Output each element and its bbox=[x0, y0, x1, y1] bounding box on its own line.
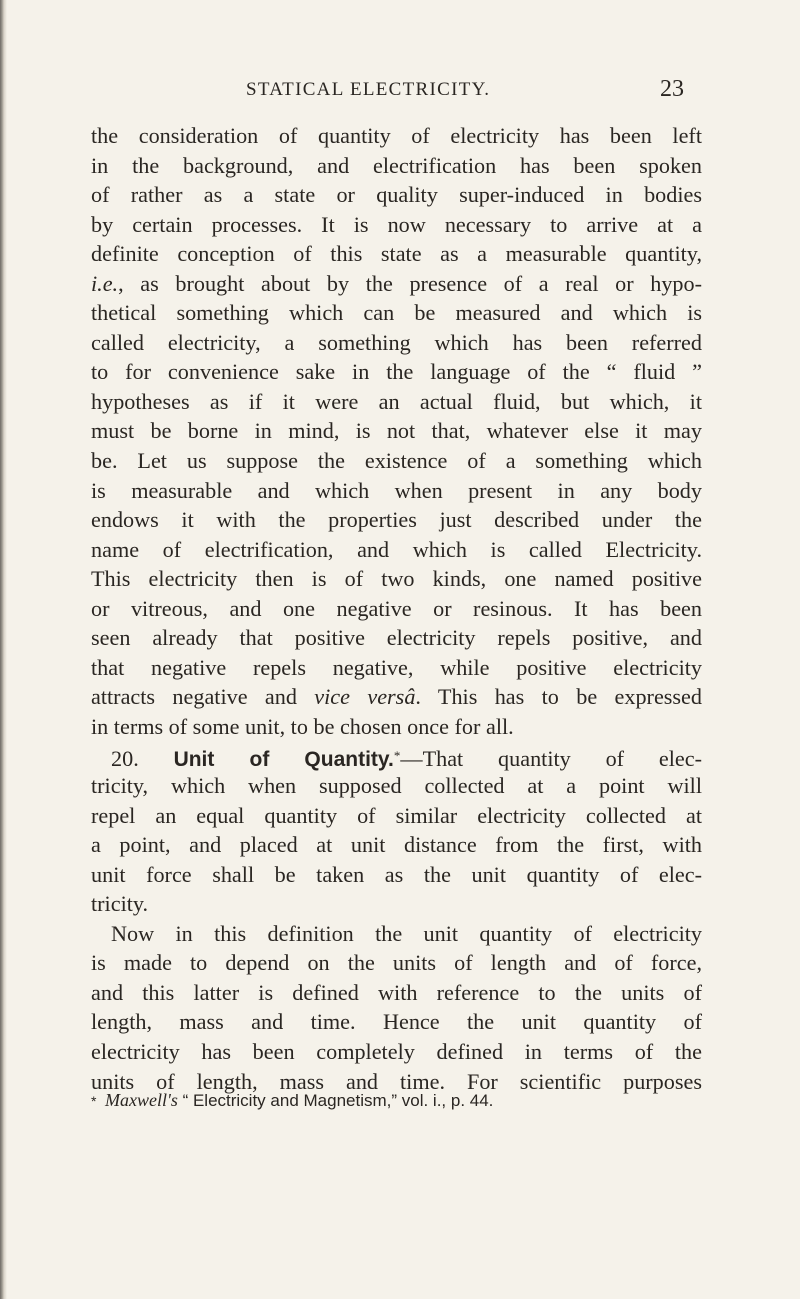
footnote-citation: “ Electricity and Magnetism,” vol. i., p. 44. bbox=[177, 1091, 494, 1110]
text-line: to for convenience sake in the language of the “ fluid ” bbox=[91, 359, 702, 385]
text-line: thetical something which can be measured and which is bbox=[91, 300, 702, 326]
paragraph-start-line: Now in this definition the unit quantity of electricity bbox=[111, 920, 702, 946]
text-line: by certain processes. It is now necessary to arrive at a bbox=[91, 211, 702, 237]
text-line: repel an equal quantity of similar electricity collected at bbox=[91, 802, 702, 828]
vice-versa-phrase: vice versâ bbox=[314, 684, 416, 710]
text-line: electricity has been completely defined in terms of the bbox=[91, 1038, 702, 1064]
text-line: of rather as a state or quality super-induced in bodies bbox=[91, 182, 702, 208]
text-line: units of length, mass and time. For scientific purposes bbox=[91, 1068, 702, 1094]
ie-abbreviation: i.e. bbox=[91, 270, 119, 296]
text-line: name of electrification, and which is called Electricity. bbox=[91, 536, 702, 562]
text-line: This electricity then is of two kinds, one named positive bbox=[91, 566, 702, 592]
body-text bbox=[91, 121, 702, 1096]
text-line: and this latter is defined with reference to the units of bbox=[91, 979, 702, 1005]
text-line: seen already that positive electricity repels positive, and bbox=[91, 625, 702, 651]
text-line: tricity. bbox=[91, 891, 149, 917]
text-line: unit force shall be taken as the unit quantity of elec- bbox=[91, 861, 702, 887]
text-line: the consideration of quantity of electricity has been left bbox=[91, 123, 702, 148]
text-line: is made to depend on the units of length and of force, bbox=[91, 950, 702, 976]
page-number: 23 bbox=[660, 76, 684, 102]
text-line: that negative repels negative, while positive electricity bbox=[91, 654, 702, 680]
page-header bbox=[0, 76, 800, 109]
text-line: attracts negative and vice versâ. This has to be expressed bbox=[91, 684, 702, 710]
text-line: length, mass and time. Hence the unit quantity of bbox=[91, 1009, 702, 1035]
footnote-author: Maxwell's bbox=[105, 1090, 178, 1110]
footnote-marker: * bbox=[91, 1093, 97, 1109]
text-line: definite conception of this state as a measurable quantity, bbox=[91, 241, 702, 267]
footnote-reference: * bbox=[393, 748, 401, 764]
text-line: is measurable and which when present in any body bbox=[91, 477, 702, 503]
text-line: or vitreous, and one negative or resinous. It has been bbox=[91, 595, 702, 621]
running-head: STATICAL ELECTRICITY. bbox=[246, 79, 491, 100]
text-line: tricity, which when supposed collected at a point will bbox=[91, 773, 702, 799]
text-line: i.e., as brought about by the presence of a real or hypo- bbox=[91, 270, 702, 296]
text-line: called electricity, a something which has been referred bbox=[91, 329, 702, 355]
page-spine-shadow bbox=[0, 0, 7, 1299]
text-line: endows it with the properties just described under the bbox=[91, 507, 702, 533]
section-heading: Unit of Quantity. bbox=[173, 748, 394, 772]
text-line: a point, and placed at unit distance from the first, with bbox=[91, 832, 702, 858]
text-line: be. Let us suppose the existence of a something which bbox=[91, 448, 702, 474]
section-number: 20. bbox=[111, 746, 174, 772]
section-heading-line: 20. Unit of Quantity.*—That quantity of elec- bbox=[111, 746, 702, 772]
footnote bbox=[91, 1090, 702, 1111]
text-line: in the background, and electrification has been spoken bbox=[91, 152, 702, 178]
text-line: must be borne in mind, is not that, whatever else it may bbox=[91, 418, 702, 444]
text-line: in terms of some unit, to be chosen once for all. bbox=[91, 713, 514, 739]
text-line: hypotheses as if it were an actual fluid, but which, it bbox=[91, 388, 702, 414]
